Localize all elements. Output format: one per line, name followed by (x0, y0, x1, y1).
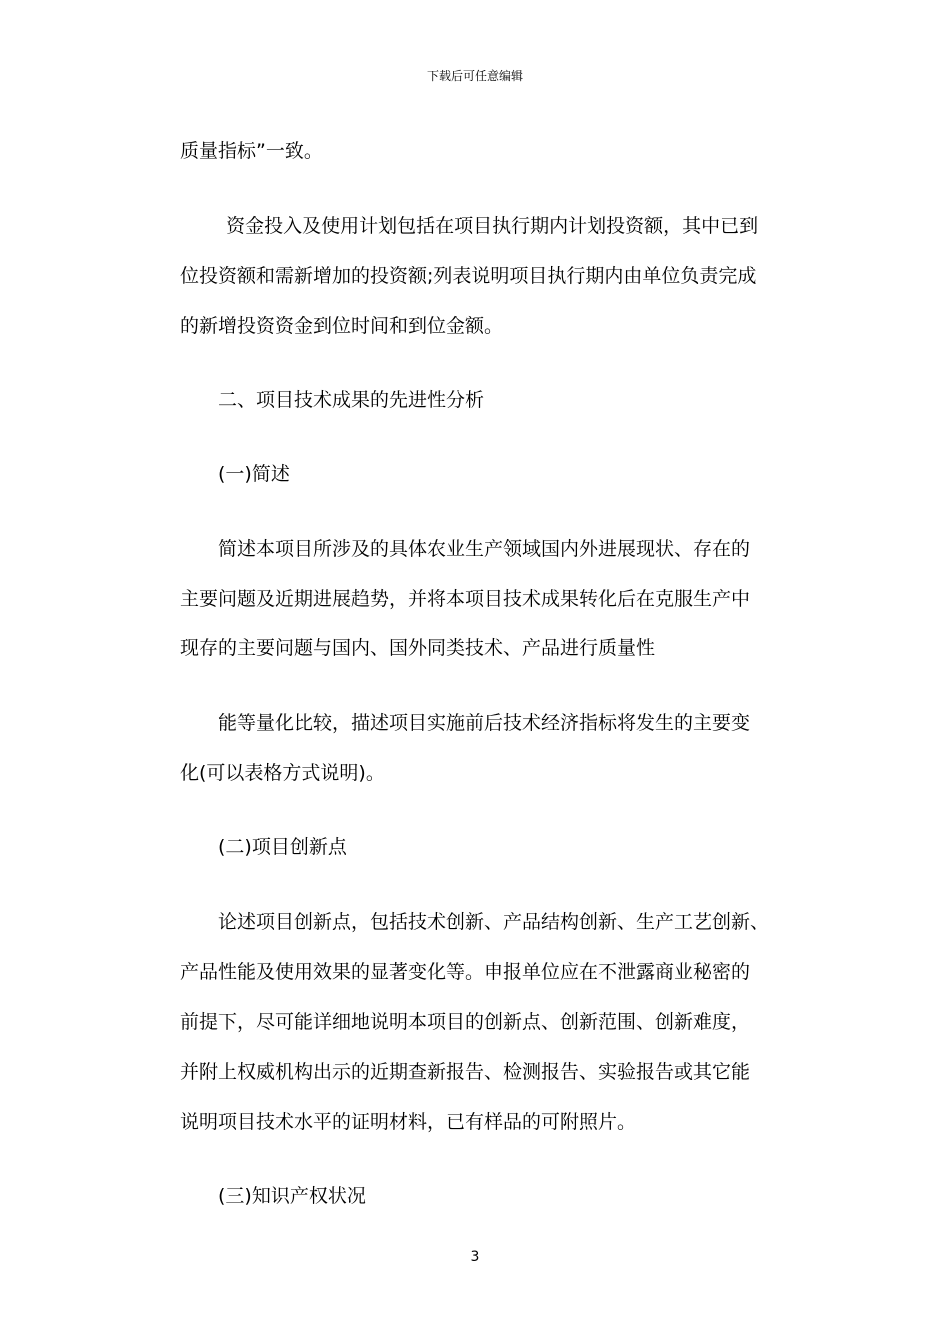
text-line: 现存的主要问题与国内、国外同类技术、产品进行质量性 (180, 637, 656, 659)
text-line: 产品性能及使用效果的显著变化等。申报单位应在不泄露商业秘密的 (180, 961, 751, 983)
section-heading: 二、项目技术成果的先进性分析 (218, 389, 485, 411)
page-header: 下载后可任意编辑 (426, 69, 523, 83)
text-line: 化(可以表格方式说明)。 (180, 762, 385, 784)
text-line: 位投资额和需新增加的投资额;列表说明项目执行期内由单位负责完成 (180, 265, 757, 287)
text-line: 简述本项目所涉及的具体农业生产领域国内外进展现状、存在的 (218, 538, 751, 560)
subsection-heading: (二)项目创新点 (218, 836, 347, 858)
text-line: 能等量化比较，描述项目实施前后技术经济指标将发生的主要变 (218, 712, 751, 734)
text-line: 并附上权威机构出示的近期查新报告、检测报告、实验报告或其它能 (180, 1061, 751, 1083)
text-line: 论述项目创新点，包括技术创新、产品结构创新、生产工艺创新、 (218, 911, 770, 933)
text-line: 资金投入及使用计划包括在项目执行期内计划投资额，其中已到 (214, 215, 759, 237)
text-line: 的新增投资资金到位时间和到位金额。 (180, 315, 504, 337)
subsection-heading: (一)简述 (218, 463, 290, 485)
page-number: 3 (470, 1249, 480, 1265)
subsection-heading: (三)知识产权状况 (218, 1185, 366, 1207)
text-line: 说明项目技术水平的证明材料，已有样品的可附照片。 (180, 1111, 637, 1133)
text-line: 质量指标”一致。 (180, 140, 323, 162)
text-line: 前提下，尽可能详细地说明本项目的创新点、创新范围、创新难度， (180, 1011, 751, 1033)
text-line: 主要问题及近期进展趋势，并将本项目技术成果转化后在克服生产中 (180, 588, 751, 610)
